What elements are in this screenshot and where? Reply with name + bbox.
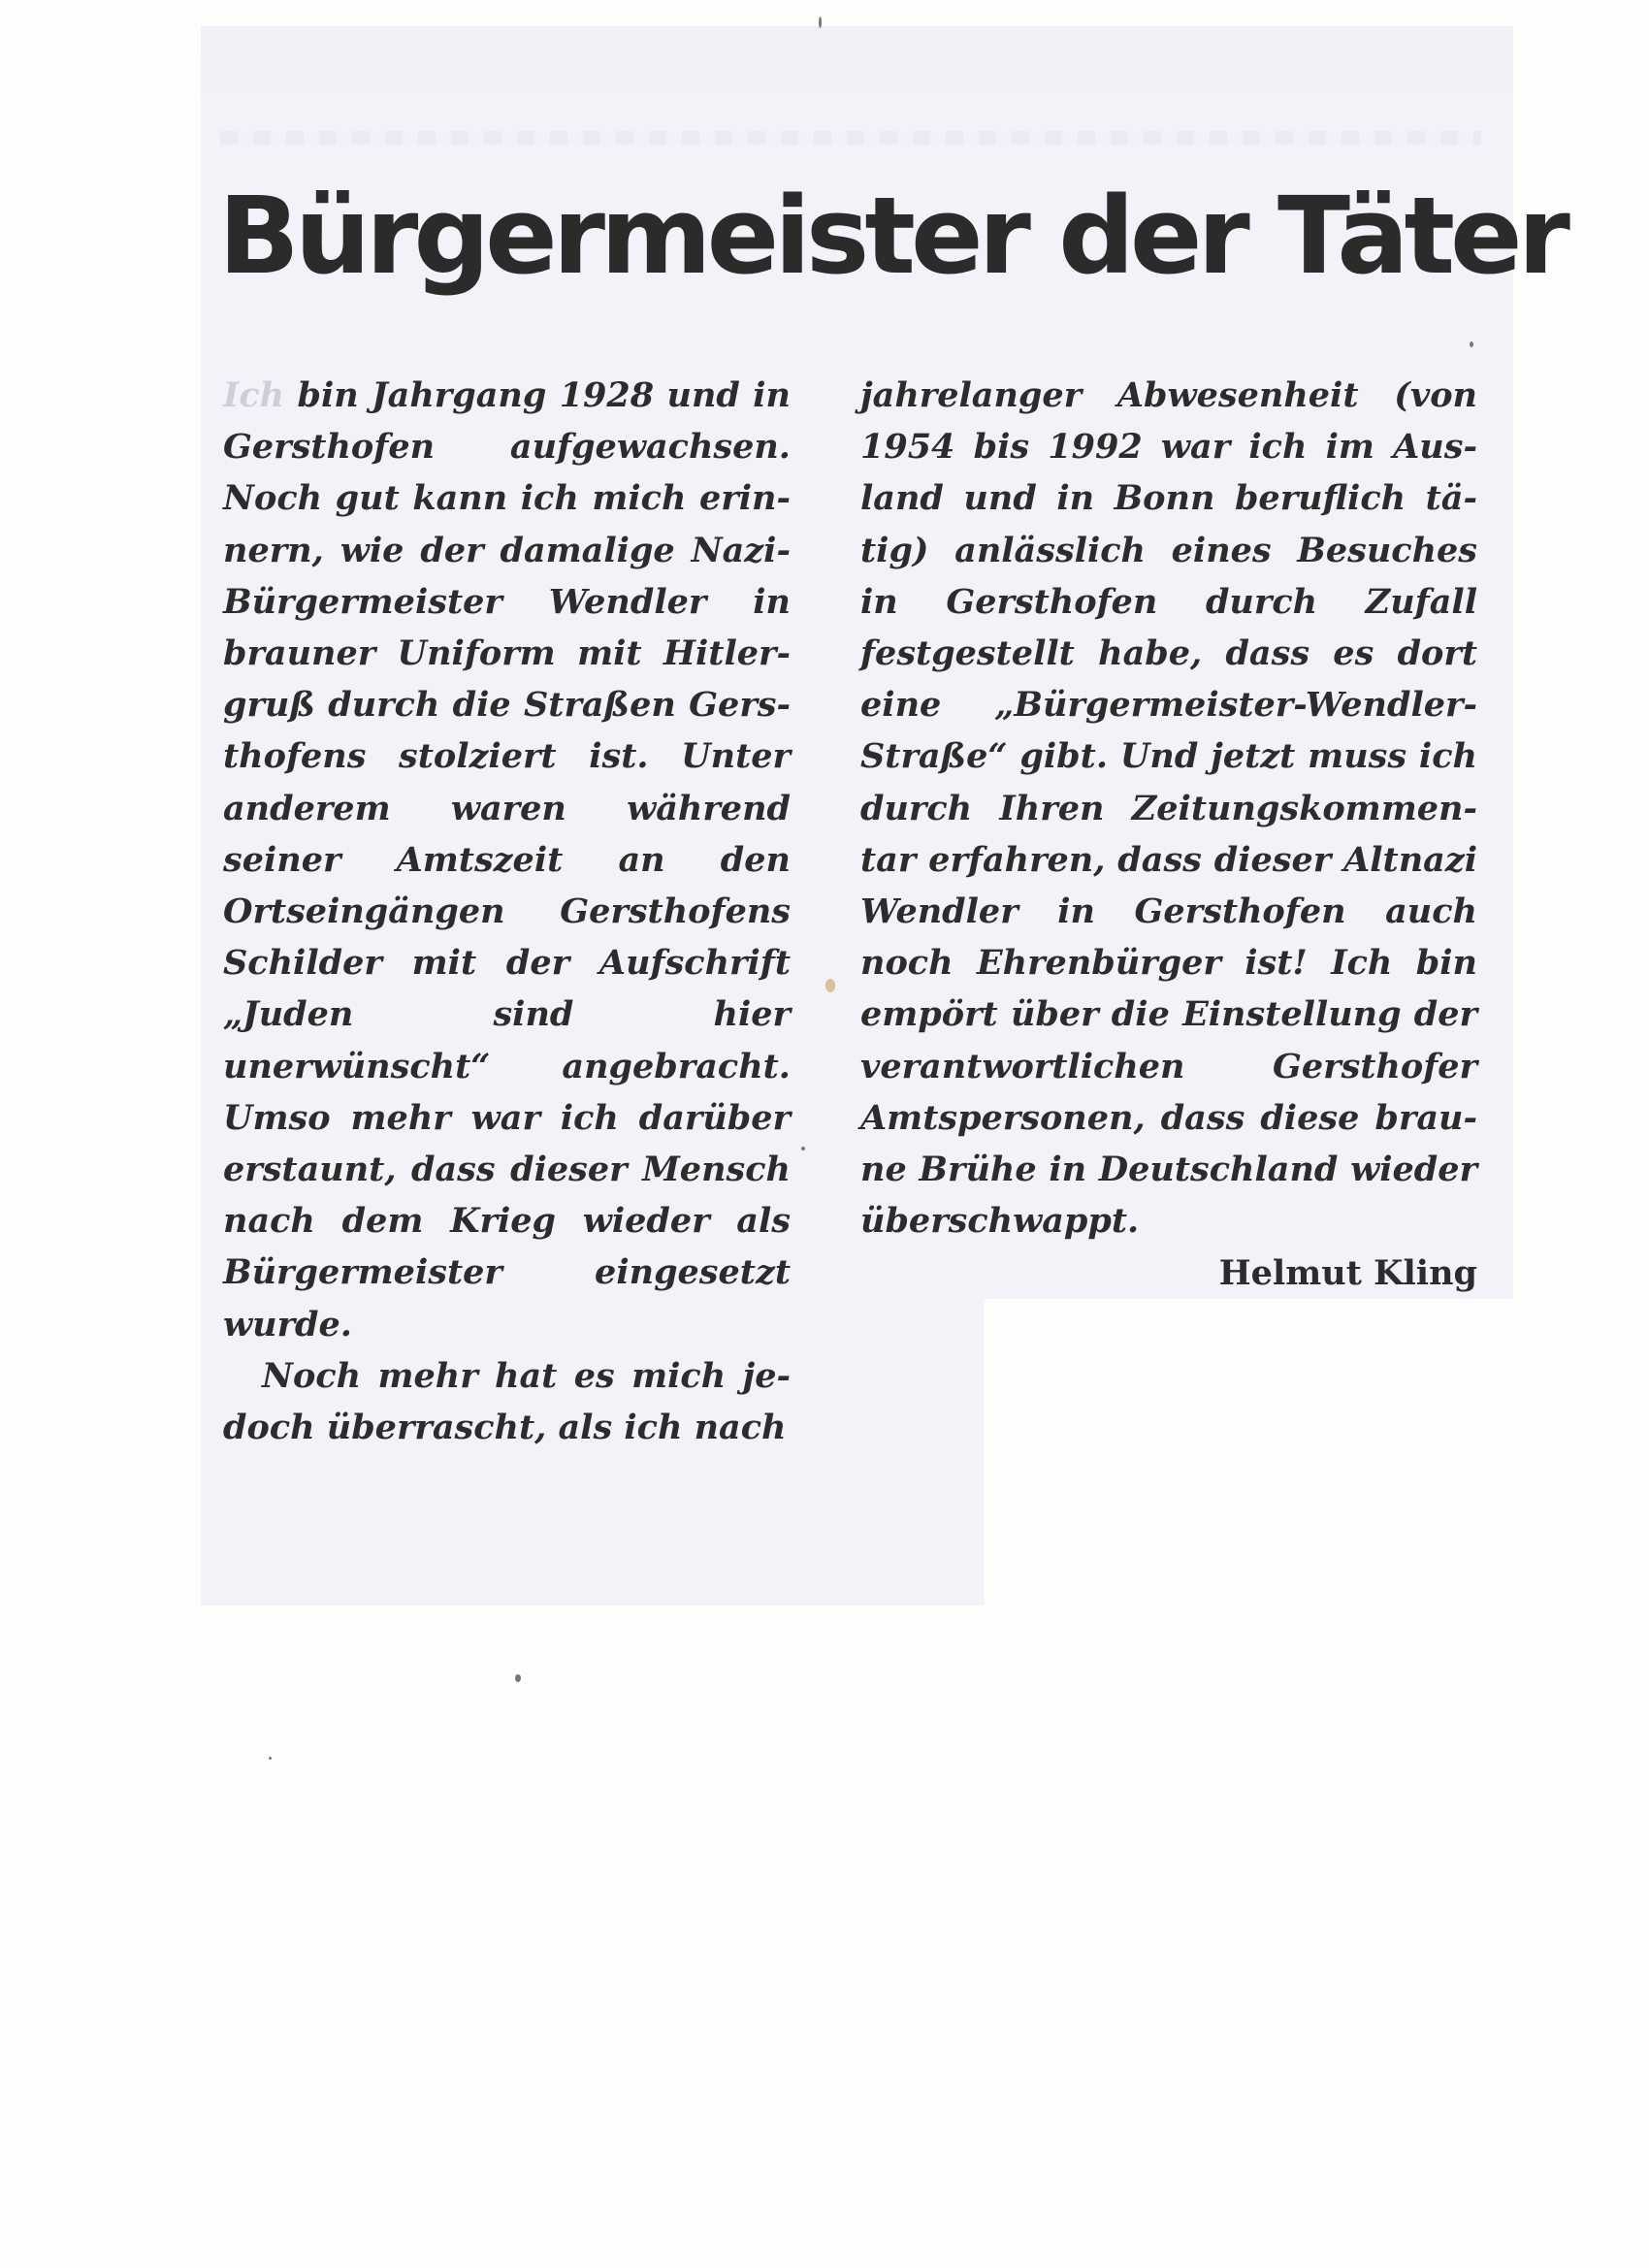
right-column <box>860 370 1477 1247</box>
dust-speck <box>801 1147 805 1150</box>
dust-speck <box>1470 341 1473 347</box>
article-headline: Bürgermeister der Täter <box>218 174 1566 298</box>
left-column <box>223 370 791 1453</box>
dust-speck <box>269 1757 272 1760</box>
left-paragraph-2: Noch mehr hat es mich jedoch überrascht, als ich nach <box>223 1355 791 1448</box>
dust-speck <box>819 16 822 28</box>
right-paragraph: jahrelanger Abwesenheit (von 1954 bis 1992 war ich im Ausland und in Bonn beruflich tätig) anlässlich eines Besuches in Gersthofen durch Zufall festgestellt habe, dass es dort eine „Bürgermeister-Wendler-Straße“ gibt. Und jetzt muss ich durch Ihren Zeitungskommentar erfahren, dass dieser Altnazi Wendler in Gersthofen auch noch Ehrenbürger ist! Ich bin empört über die Einstellung der verantwortlichen Gersthofer Amtspersonen, dass diese braune Brühe in Deutschland wieder überschwappt. <box>860 375 1477 1242</box>
left-paragraph-1 <box>223 370 791 1350</box>
dust-speck <box>825 979 835 992</box>
faded-first-word: Ich <box>223 375 285 415</box>
author-signature: Helmut Kling <box>1218 1253 1477 1293</box>
clipping-top-edge <box>201 26 1513 123</box>
left-paragraph-1-text: bin Jahrgang 1928 und in Gersthofen aufgewachsen. Noch gut kann ich mich erinnern, wie der damalige Nazi-Bürgermeister Wendler in brauner Uniform mit Hitlergruß durch die Straßen Gersthofens stolziert ist. Unter anderem waren während seiner Amtszeit an den Ortseingängen Gersthofens Schilder mit der Aufschrift „Juden sind hier unerwünscht“ angebracht. Umso mehr war ich darüber erstaunt, dass dieser Mensch nach dem Krieg wieder als Bürgermeister eingesetzt wurde. <box>223 375 791 1345</box>
print-through-noise <box>220 131 1481 145</box>
dust-speck <box>515 1674 521 1682</box>
